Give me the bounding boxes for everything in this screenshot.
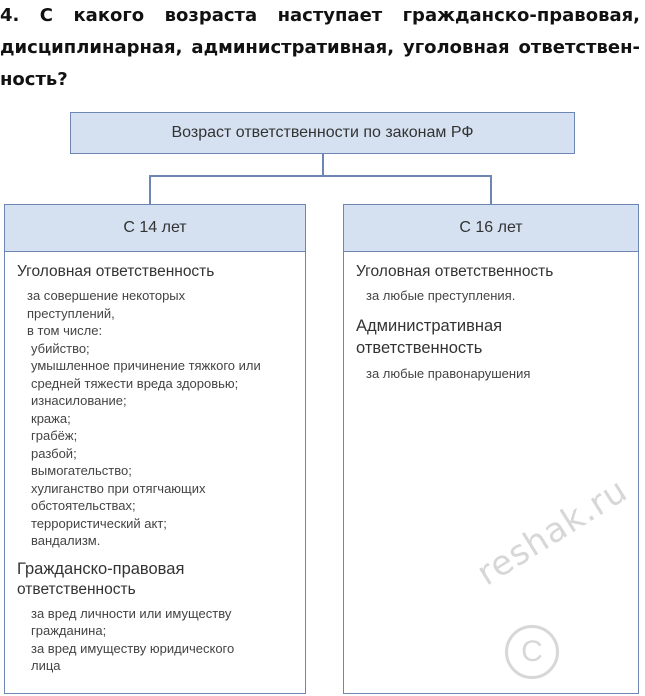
admin-liability-title-2: ответственность <box>356 338 483 357</box>
admin-desc-16: за любые правонарушения <box>366 365 531 381</box>
crime-item: разбой; <box>31 445 77 461</box>
criminal-desc-16: за любые преступления. <box>366 288 516 303</box>
column-header-16-label: С 16 лет <box>459 219 523 236</box>
crime-item: террористический акт; <box>31 515 167 531</box>
connector-vertical-top <box>322 154 324 176</box>
column-body-14 <box>5 252 305 675</box>
crime-item: грабёж; <box>31 428 78 443</box>
crime-item: изнасилование; <box>31 393 127 408</box>
civil-liability-title-1: Гражданско-правовая <box>17 559 185 578</box>
diagram-title: Возраст ответственности по законам РФ <box>171 124 474 141</box>
column-age-14 <box>4 204 306 694</box>
crime-item: вымогательство; <box>31 463 132 478</box>
column-header-16 <box>344 205 638 252</box>
civil-desc-line: гражданина; <box>31 623 107 638</box>
question-line-3: ность? <box>0 69 68 90</box>
admin-liability-title-1: Административная <box>356 316 503 335</box>
crime-item: средней тяжести вреда здоровью; <box>31 375 239 391</box>
criminal-desc-line: в том числе: <box>27 323 103 338</box>
question-line-1: 4. С какого возраста наступает гражданско-правовая, <box>0 5 640 26</box>
copyright-icon <box>505 625 559 679</box>
question-line-2: дисциплинарная, административная, уголовная ответствен- <box>0 37 640 58</box>
column-header-14 <box>5 205 305 252</box>
civil-desc-line: лица <box>31 658 61 673</box>
criminal-desc-line: преступлений, <box>27 305 115 321</box>
diagram-title-box <box>70 112 575 154</box>
connector-left-drop <box>149 175 151 205</box>
watermark-text: reshak.ru <box>470 470 635 594</box>
civil-liability-title-2: ответственность <box>17 580 136 598</box>
connector-horizontal <box>149 175 491 177</box>
civil-desc-line: за вред личности или имуществу <box>31 605 232 621</box>
column-header-14-label: С 14 лет <box>123 219 187 236</box>
crime-item: убийство; <box>31 340 90 356</box>
crime-item: умышленное причинение тяжкого или <box>31 358 261 373</box>
crime-item: хулиганство при отягчающих <box>31 480 206 496</box>
crime-item: кража; <box>31 410 71 426</box>
copyright-symbol: C <box>521 635 543 668</box>
criminal-liability-title-16: Уголовная ответственность <box>356 263 554 280</box>
crime-item: вандализм. <box>31 533 101 548</box>
column-age-16 <box>343 204 639 694</box>
civil-desc-line: за вред имуществу юридического <box>31 640 235 656</box>
crime-item: обстоятельствах; <box>31 498 136 513</box>
criminal-desc-line: за совершение некоторых <box>27 288 186 303</box>
question-text <box>0 0 640 96</box>
criminal-liability-title-14: Уголовная ответственность <box>17 263 215 280</box>
column-body-16 <box>344 252 638 382</box>
connector-right-drop <box>490 175 492 205</box>
